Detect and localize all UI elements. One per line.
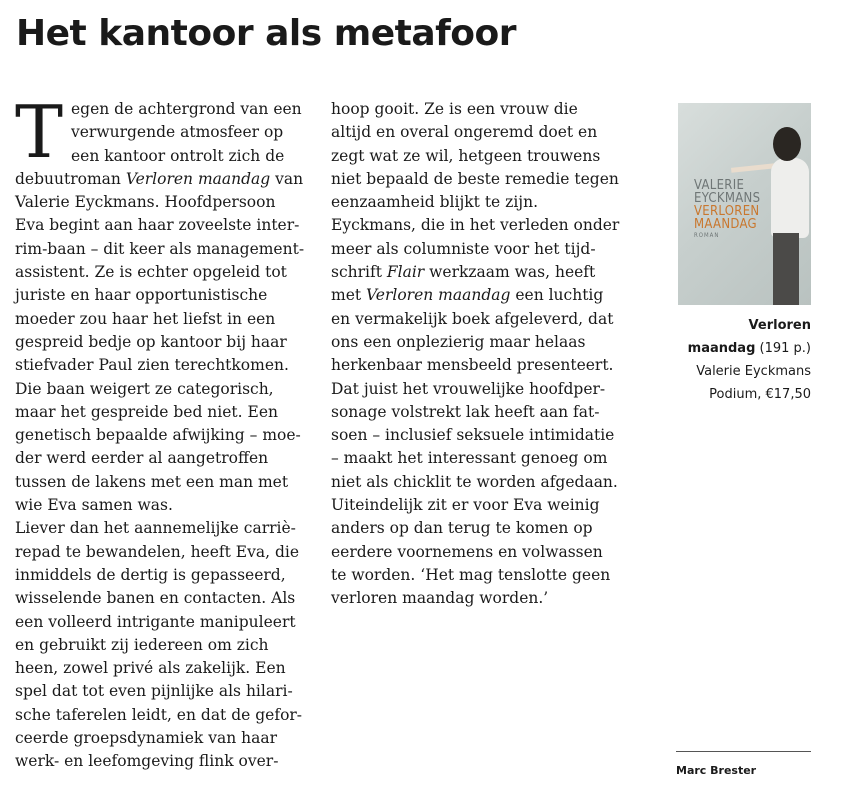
text-line: der werd eerder al aangetroffen (15, 449, 269, 468)
text-line: Uiteindelijk zit er voor Eva weinig (331, 496, 600, 515)
book-author: Valerie Eyckmans (696, 364, 811, 379)
text-line: ons een onplezierig maar helaas (331, 332, 586, 351)
book-info (631, 314, 811, 406)
book-title-mention: Verloren maandag (366, 286, 511, 305)
byline-divider (676, 751, 811, 752)
book-publisher-price: Podium, €17,50 (709, 387, 811, 402)
text-line: egen de achtergrond van een (71, 100, 302, 118)
book-title-line: maandag (191 p.) (687, 341, 811, 356)
cover-figure-legs (773, 233, 799, 305)
text-line: Dat juist het vrouwelijke hoofdper- (331, 379, 606, 398)
book-title-line: Verloren (748, 318, 811, 333)
text-line: met Verloren maandag een luchtig (331, 286, 604, 305)
article-title: Het kantoor als metafoor (16, 13, 517, 54)
text-line: Valerie Eyckmans. Hoofdpersoon (15, 193, 276, 212)
text-line: zegt wat ze wil, hetgeen trouwens (331, 146, 601, 165)
text-line: niet als chicklit te worden afgedaan. (331, 472, 618, 491)
article-column-1 (15, 90, 315, 774)
book-cover (678, 103, 811, 305)
text-line: en gebruikt zij iedereen om zich (15, 635, 269, 654)
cover-title-line: MAANDAG (694, 217, 757, 232)
text-line: altijd en overal ongeremd doet en (331, 123, 598, 142)
text-line: een kantoor ontrolt zich de (71, 146, 285, 165)
text-line: hoop gooit. Ze is een vrouw die (331, 100, 578, 118)
text-line: een volleerd intrigante manipuleert (15, 612, 296, 631)
text-line: Die baan weigert ze categorisch, (15, 379, 274, 398)
book-pages: (191 p.) (755, 341, 811, 356)
text-line: eerdere voornemens en volwassen (331, 542, 603, 561)
text-line: juriste en haar opportunistische (15, 286, 268, 305)
text-line: herkenbaar mensbeeld presenteert. (331, 356, 614, 375)
text-line: eenzaamheid blijkt te zijn. (331, 193, 538, 212)
article-column-2 (331, 98, 631, 611)
text-line: verwurgende atmosfeer op (71, 123, 284, 142)
magazine-mention: Flair (386, 263, 425, 282)
drop-cap: T (15, 90, 64, 174)
text-line: schrift Flair werkzaam was, heeft (331, 263, 596, 282)
text-line: stiefvader Paul zien terechtkomen. (15, 356, 289, 375)
cover-author-line: VALERIE (694, 178, 745, 193)
text-line: soen – inclusief seksuele intimidatie (331, 426, 615, 445)
text-line: rim-baan – dit keer als management- (15, 239, 305, 258)
text-line: werk- en leefomgeving flink over- (15, 752, 279, 771)
text-line: spel dat tot even pijnlijke als hilari- (15, 682, 293, 701)
text-line: gespreid bedje op kantoor bij haar (15, 332, 287, 351)
text-line: maar het gespreide bed niet. Een (15, 402, 278, 421)
text-line: tussen de lakens met een man met (15, 472, 289, 491)
text-line: Liever dan het aannemelijke carriè- (15, 519, 296, 538)
book-title-mention: Verloren maandag (125, 169, 271, 188)
text-line: – maakt het interessant genoeg om (331, 449, 608, 468)
text-line: meer als columniste voor het tijd- (331, 239, 596, 258)
cover-author-line: EYCKMANS (694, 191, 761, 206)
text-line: genetisch bepaalde afwijking – moe- (15, 426, 301, 445)
text-line: sche taferelen leidt, en dat de gefor- (15, 705, 303, 724)
text-line: verloren maandag worden.’ (331, 589, 549, 608)
text-line: wie Eva samen was. (15, 496, 173, 515)
text-line: inmiddels de dertig is gepasseerd, (15, 565, 286, 584)
cover-genre: ROMAN (694, 232, 720, 239)
text-line: Eva begint aan haar zoveelste inter- (15, 216, 300, 235)
text-line: sonage volstrekt lak heeft aan fat- (331, 402, 600, 421)
text-line: heen, zowel privé als zakelijk. Een (15, 659, 286, 678)
text-line: moeder zou haar het liefst in een (15, 309, 276, 328)
text-line: niet bepaald de beste remedie tegen (331, 169, 619, 188)
text-line: assistent. Ze is echter opgeleid tot (15, 263, 287, 282)
cover-figure-hair (773, 127, 801, 161)
text-line: te worden. ‘Het mag tenslotte geen (331, 565, 611, 584)
cover-figure-body (771, 158, 809, 238)
cover-text (694, 179, 760, 241)
text-line: Eyckmans, die in het verleden onder (331, 216, 620, 235)
text-line: wisselende banen en contacten. Als (15, 589, 296, 608)
text-line: repad te bewandelen, heeft Eva, die (15, 542, 300, 561)
text-line: debuutroman Verloren maandag van (15, 169, 304, 188)
text-line: en vermakelijk boek afgeleverd, dat (331, 309, 614, 328)
text-line: ceerde groepsdynamiek van haar (15, 729, 278, 748)
text-line: anders op dan terug te komen op (331, 519, 593, 538)
cover-title-line: VERLOREN (694, 204, 760, 219)
reviewer-byline: Marc Brester (676, 764, 757, 777)
